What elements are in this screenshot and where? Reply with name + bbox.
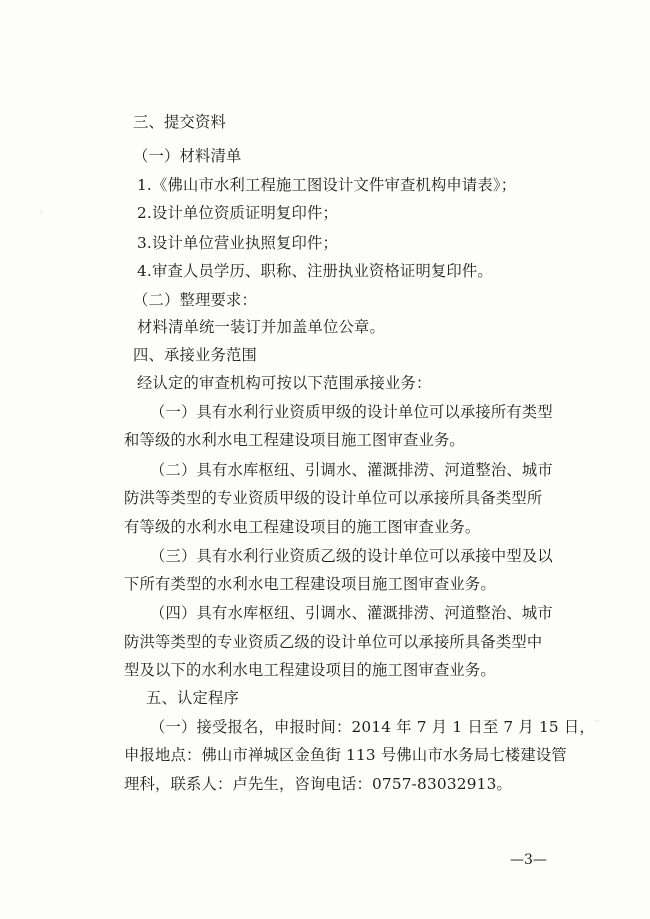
- subsection-heading-requirements: （二）整理要求：: [133, 291, 257, 309]
- paragraph-procedure-1-line3: 理科，联系人：卢先生，咨询电话：0757-83032913。: [124, 775, 513, 793]
- paragraph-scope-4-line3: 型及以下的水利水电工程建设项目的施工图审查业务。: [124, 661, 496, 679]
- scan-speck: [595, 720, 599, 722]
- subsection-heading-materials: （一）材料清单: [133, 147, 242, 165]
- paragraph-scope-1-line1: （一）具有水利行业资质甲级的设计单位可以承接所有类型: [150, 403, 553, 421]
- paragraph-scope-intro: 经认定的审查机构可按以下范围承接业务：: [137, 374, 432, 392]
- list-item-4: 4.审查人员学历、职称、注册执业资格证明复印件。: [137, 262, 493, 280]
- paragraph-procedure-1-line1: （一）接受报名，申报时间：2014 年 7 月 1 日至 7 月 15 日，: [150, 718, 595, 736]
- paragraph-scope-3-line2: 下所有类型的水利水电工程建设项目施工图审查业务。: [124, 575, 496, 593]
- section-heading-5: 五、认定程序: [146, 689, 239, 707]
- paragraph-scope-4-line1: （四）具有水库枢纽、引调水、灌溉排涝、河道整治、城市: [150, 604, 553, 622]
- paragraph-scope-3-line1: （三）具有水利行业资质乙级的设计单位可以承接中型及以: [150, 547, 553, 565]
- paragraph-scope-2-line3: 有等级的水利水电工程建设项目的施工图审查业务。: [124, 518, 481, 536]
- page-number: —3—: [510, 852, 547, 868]
- section-heading-3: 三、提交资料: [133, 113, 226, 131]
- paragraph-scope-2-line2: 防洪等类型的专业资质甲级的设计单位可以承接所具备类型所: [124, 489, 543, 507]
- scan-speck: [40, 210, 43, 213]
- section-heading-4: 四、承接业务范围: [133, 346, 257, 364]
- list-item-3: 3.设计单位营业执照复印件；: [137, 234, 338, 252]
- paragraph-scope-4-line2: 防洪等类型的专业资质乙级的设计单位可以承接所具备类型中: [124, 633, 543, 651]
- paragraph-requirements: 材料清单统一装订并加盖单位公章。: [137, 318, 385, 336]
- paragraph-scope-1-line2: 和等级的水利水电工程建设项目施工图审查业务。: [124, 431, 465, 449]
- list-item-1: 1.《佛山市水利工程施工图设计文件审查机构申请表》；: [137, 176, 517, 194]
- list-item-2: 2.设计单位资质证明复印件；: [137, 204, 338, 222]
- paragraph-procedure-1-line2: 申报地点：佛山市禅城区金鱼街 113 号佛山市水务局七楼建设管: [124, 746, 567, 764]
- paragraph-scope-2-line1: （二）具有水库枢纽、引调水、灌溉排涝、河道整治、城市: [150, 461, 553, 479]
